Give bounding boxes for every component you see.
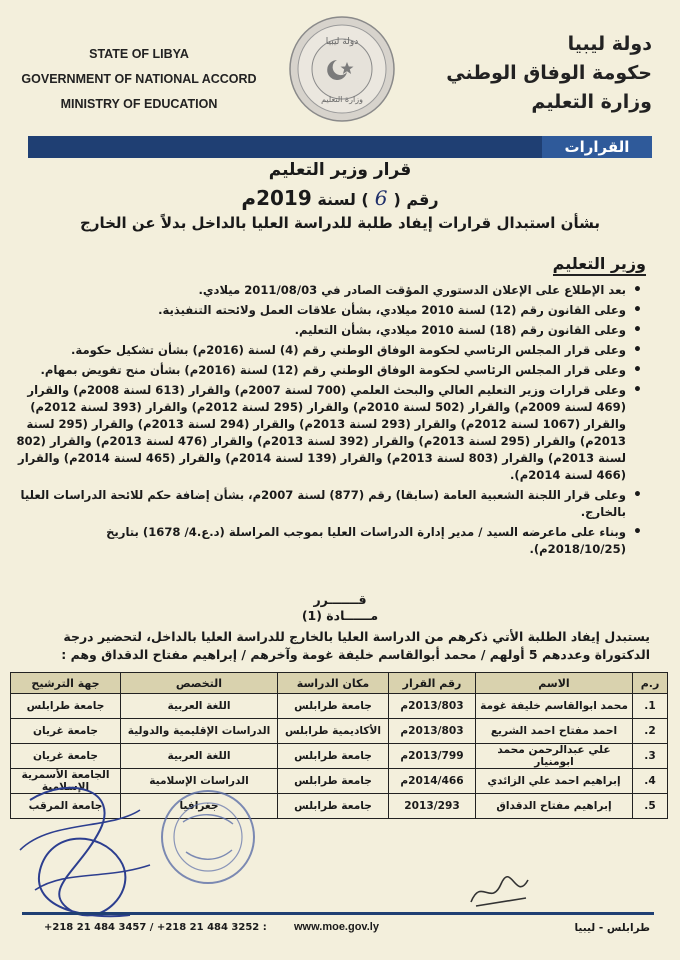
cell-specialty: الدراسات الإقليمية والدولية <box>121 719 278 744</box>
header-arabic <box>422 30 652 117</box>
cell-specialty: اللغة العربية <box>121 694 278 719</box>
footer-website: www.moe.gov.ly <box>294 921 379 933</box>
preamble-item: • وعلى القانون رقم (18) لسنة 2010 ميلادي، بشأن التعليم. <box>10 322 642 339</box>
cell-study-place: الأكاديمية طرابلس <box>278 719 389 744</box>
cell-nominator: جامعة غريان <box>11 744 121 769</box>
preamble-item: • وعلى قرار اللجنة الشعبية العامة (سابقا) رقم (877) لسنة 2007م، بشأن إضافة حكم للائحة الدراسات العليا بالخارج. <box>10 487 642 521</box>
cell-name: إبراهيم مفتاح الدقداق <box>476 794 633 819</box>
preamble-item: • بعد الإطلاع على الإعلان الدستوري المؤقت الصادر في 2011/08/03 ميلادي. <box>10 282 642 299</box>
header-ar-line: حكومة الوفاق الوطني <box>446 62 652 84</box>
header-ar-line: وزارة التعليم <box>531 91 652 113</box>
col-header-name: الاسم <box>476 673 633 694</box>
footer-city: طرابلس - ليبيا <box>574 922 650 934</box>
cell-nominator: الجامعة الأسمرية الإسلامية <box>11 769 121 794</box>
decree-number-line <box>0 186 680 210</box>
article-label: مــــــادة (1) <box>301 608 379 623</box>
cell-nominator: جامعة المرقب <box>11 794 121 819</box>
cell-study-place: جامعة طرابلس <box>278 694 389 719</box>
table-header-row <box>11 673 668 694</box>
col-header-decree: رقم القرار <box>389 673 476 694</box>
cell-index: 5. <box>633 794 668 819</box>
emblem-ring-text: وزارة التعليم <box>321 95 363 104</box>
decree-title: قرار وزير التعليم <box>268 160 412 180</box>
cell-name: علي عبدالرحمن محمد ابومنيار <box>476 744 633 769</box>
ministry-emblem-icon <box>287 14 397 124</box>
col-header-nominator: جهة الترشيح <box>11 673 121 694</box>
cell-decree: 2013/799م <box>389 744 476 769</box>
cell-name: محمد ابوالقاسم خليفة غومة <box>476 694 633 719</box>
header-english <box>14 42 264 117</box>
cell-nominator: جامعة طرابلس <box>11 694 121 719</box>
section-bar <box>28 136 652 158</box>
footer-phones: +218 21 484 3457 / +218 21 484 3252 : <box>44 922 267 933</box>
cell-study-place: جامعة طرابلس <box>278 794 389 819</box>
decree-number-suffix: ) لسنة <box>317 190 369 209</box>
preamble-item: • وعلى القانون رقم (12) لسنة 2010 ميلادي، بشأن علاقات العمل ولائحته التنفيذية. <box>10 302 642 319</box>
cell-decree: 2013/293 <box>389 794 476 819</box>
decree-subject: بشأن استبدال قرارات إيفاد طلبة للدراسة العليا بالداخل بدلاً عن الخارج <box>80 214 600 232</box>
header-en-line: STATE OF LIBYA <box>89 47 189 61</box>
header-en-line: MINISTRY OF EDUCATION <box>60 97 218 111</box>
col-header-study-place: مكان الدراسة <box>278 673 389 694</box>
cell-specialty: جغرافيا <box>121 794 278 819</box>
cell-decree: 2014/466م <box>389 769 476 794</box>
cell-name: احمد مفتاح احمد الشريع <box>476 719 633 744</box>
cell-specialty: الدراسات الإسلامية <box>121 769 278 794</box>
header-ar-line: دولة ليبيا <box>567 33 652 55</box>
decree-year: 2019م <box>241 186 312 210</box>
initials-signature-icon <box>466 872 536 912</box>
section-bar-label: القرارات <box>542 136 652 158</box>
minister-heading: وزير التعليم <box>553 254 646 276</box>
cell-decree: 2013/803م <box>389 719 476 744</box>
cell-index: 1. <box>633 694 668 719</box>
header-en-line: GOVERNMENT OF NATIONAL ACCORD <box>21 72 257 86</box>
preamble-item: • وبناء على ماعرضه السيد / مدير إدارة الدراسات العليا بموجب المراسلة (د.ع.4/ 1678) بتاريخ (2018/10/25م). <box>10 524 642 558</box>
cell-study-place: جامعة طرابلس <box>278 744 389 769</box>
cell-decree: 2013/803م <box>389 694 476 719</box>
preamble-item: • وعلى قرارات وزير التعليم العالي والبحث العلمي (700 لسنة 2007م) والقرار (613 لسنة 2008م) والقرار (469 لسنة 2009م) والقرار (502 لسنة 2010م) والقرار (295 لسنة 2012م) والقرار (393 لسنة 2012م) والقرار (1067 لسنة 2012م) والقرار (293 لسنة 2013م) والقرار (294 لسنة 2013م) والقرار (295 لسنة 2013م) والقرار (295 لسنة 2013م) والقرار (392 لسنة 2013م) والقرار (476 لسنة 2013م) والقرار (802 لسنة 2013م) والقرار (803 لسنة 2013م) والقرار (139 لسنة 2014م) والقرار (465 لسنة 2014م) والقرار (466 لسنة 2014م). <box>10 382 642 484</box>
decision-word: قـــــــرر <box>313 592 367 607</box>
table-row <box>11 744 668 769</box>
cell-specialty: اللغة العربية <box>121 744 278 769</box>
decree-number: 6 <box>374 186 388 210</box>
preamble-item: • وعلى قرار المجلس الرئاسي لحكومة الوفاق الوطني رقم (4) لسنة (2016م) بشأن تشكيل حكومة. <box>10 342 642 359</box>
preamble-item: • وعلى قرار المجلس الرئاسي لحكومة الوفاق الوطني رقم (12) لسنة (2016م) بشأن منح تفويض بمهام. <box>10 362 642 379</box>
cell-index: 2. <box>633 719 668 744</box>
col-header-specialty: التخصص <box>121 673 278 694</box>
article-text: يستبدل إيفاد الطلبة الأتي ذكرهم من الدراسة العليا بالخارج للدراسة العليا بالداخل، لتحضير درجة الدكتوراة وعددهم 5 أولهم / محمد أبوالقاسم خليفة غومة وآخرهم / إبراهيم مفتاح الدقداق وهم : <box>61 629 650 662</box>
signature-scribble-icon <box>10 770 160 930</box>
col-header-index: ر.م <box>633 673 668 694</box>
cell-index: 3. <box>633 744 668 769</box>
table-row <box>11 719 668 744</box>
cell-name: إبراهيم احمد علي الزائدي <box>476 769 633 794</box>
footer-divider <box>22 912 654 915</box>
decree-number-prefix: رقم ( <box>393 190 439 209</box>
emblem-text: دولة ليبيا <box>325 37 359 47</box>
preamble-list <box>10 282 642 561</box>
cell-nominator: جامعة غريان <box>11 719 121 744</box>
ministry-stamp-icon <box>158 782 258 892</box>
cell-index: 4. <box>633 769 668 794</box>
table-row <box>11 694 668 719</box>
cell-study-place: جامعة طرابلس <box>278 769 389 794</box>
